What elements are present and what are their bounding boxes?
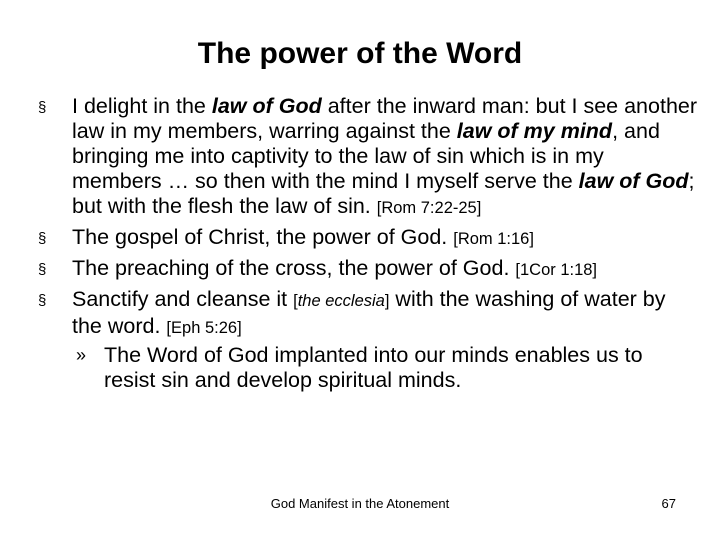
bullet-marker: § xyxy=(38,230,47,247)
emphasis-text: law of God xyxy=(578,169,689,193)
slide-title: The power of the Word xyxy=(197,37,523,70)
bullet-text: with the washing of water by the word. xyxy=(72,287,666,338)
bullet-marker: § xyxy=(38,261,47,278)
emphasis-text: law of God xyxy=(211,94,322,118)
scripture-reference: [Rom 7:22-25] xyxy=(376,199,482,217)
sub-bullet-marker: » xyxy=(76,345,87,365)
bullet-text: , and bringing me into captivity to the law of sin which is in my members … so then with the mind I myself serve the xyxy=(72,119,660,193)
bullet-marker: § xyxy=(38,292,47,309)
page-number: 67 xyxy=(661,496,676,511)
bracket-close: ] xyxy=(384,292,390,310)
bullet-item-romans-1 xyxy=(38,225,698,252)
bullet-text: The preaching of the cross, the power of God. xyxy=(72,256,516,280)
inline-note: the ecclesia xyxy=(297,292,385,310)
bullet-item-romans-7 xyxy=(38,94,698,221)
bullet-text: Sanctify and cleanse it xyxy=(72,287,294,311)
slide-body xyxy=(38,94,698,393)
bracket-open: [ xyxy=(293,292,298,310)
bullet-text: I delight in the xyxy=(72,94,212,118)
footer-text: God Manifest in the Atonement xyxy=(270,496,450,511)
bullet-text: ; but with the flesh the law of sin. xyxy=(72,169,695,218)
sub-bullet-text: The Word of God implanted into our minds enables us to resist sin and develop spiritual minds. xyxy=(104,343,643,392)
bullet-item-1-corinthians xyxy=(38,256,698,283)
bullet-item-ephesians xyxy=(38,287,698,341)
sub-bullet-item xyxy=(38,343,698,393)
scripture-reference: [1Cor 1:18] xyxy=(515,261,598,279)
bullet-text: The gospel of Christ, the power of God. xyxy=(72,225,454,249)
bullet-text: after the inward man: but I see another law in my members, warring against the xyxy=(72,94,698,143)
scripture-reference: [Rom 1:16] xyxy=(453,230,534,248)
emphasis-text: law of my mind xyxy=(456,119,613,143)
bullet-marker: § xyxy=(38,99,47,116)
scripture-reference: [Eph 5:26] xyxy=(166,319,242,337)
